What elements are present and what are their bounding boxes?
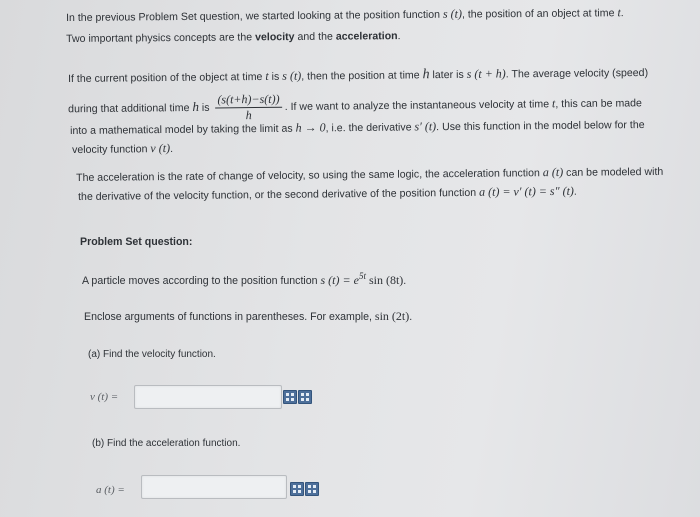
velocity-text: . Use this function in the model below for the	[436, 118, 645, 134]
intro-text: In the previous Problem Set question, we started looking at the position function	[66, 8, 441, 24]
velocity-text: is	[201, 101, 210, 114]
velocity-answer-label: v (t) =	[90, 391, 119, 403]
math-position-function: s (t)	[442, 6, 463, 21]
problem-text: .	[403, 275, 407, 287]
math-t: t	[265, 68, 269, 83]
velocity-text: . The average velocity (speed)	[505, 66, 649, 81]
position-function-line	[82, 270, 406, 288]
math-h: h	[422, 67, 430, 83]
velocity-term: velocity	[255, 31, 295, 44]
velocity-text: . If we want to analyze the instantaneous velocity at time	[284, 98, 550, 114]
math-s-of-t-plus-h: s (t + h)	[466, 66, 506, 81]
enclose-instruction	[84, 310, 412, 324]
position-exponent: 5t	[358, 271, 366, 281]
part-a-label: (a) Find the velocity function.	[88, 349, 216, 360]
math-time-variable: t	[617, 5, 621, 20]
problem-text: Enclose arguments of functions in parentheses. For example,	[84, 311, 372, 323]
accel-text: The acceleration is the rate of change of velocity, so using the same logic, the acceleration function	[76, 167, 540, 184]
position-lhs: s (t) = e	[320, 273, 359, 287]
velocity-line-1	[68, 66, 648, 86]
velocity-line-4	[72, 142, 173, 157]
accel-line-1	[76, 165, 663, 185]
problem-heading: Problem Set question:	[80, 236, 193, 248]
velocity-text: .	[169, 142, 174, 155]
math-palette-icon[interactable]	[298, 390, 312, 404]
acceleration-answer-input[interactable]	[141, 475, 287, 499]
math-v-of-t: v (t)	[150, 140, 171, 156]
accel-text: the derivative of the velocity function, or the second derivative of the position function	[78, 186, 477, 203]
part-b-label: (b) Find the acceleration function.	[92, 438, 241, 449]
difference-quotient	[215, 93, 281, 123]
math-palette-icon[interactable]	[290, 482, 304, 496]
velocity-text: , this can be made	[555, 97, 642, 111]
math-example: sin (2t)	[374, 309, 410, 323]
math-limit: h → 0	[295, 120, 326, 135]
intro-line-2	[66, 30, 401, 46]
math-palette-icon[interactable]	[283, 390, 297, 404]
velocity-text: If the current position of the object at time	[68, 70, 263, 85]
math-position-equation	[320, 271, 407, 287]
intro-text: , the position of an object at time	[461, 7, 615, 21]
math-t: t	[551, 96, 556, 111]
velocity-text: , i.e. the derivative	[325, 121, 412, 135]
velocity-text: during that additional time	[68, 102, 190, 116]
intro-text: .	[397, 30, 401, 43]
position-rhs: sin (8t)	[368, 273, 404, 287]
math-h: h	[192, 98, 199, 114]
fraction-denominator: h	[245, 108, 252, 123]
acceleration-term: acceleration	[335, 30, 398, 43]
acceleration-answer-label: a (t) =	[96, 484, 125, 496]
velocity-text: , then the position at time	[301, 69, 420, 83]
velocity-answer-input[interactable]	[134, 385, 282, 409]
accel-text: .	[573, 185, 577, 198]
math-derivative-s: s′ (t)	[414, 119, 437, 134]
math-palette-icon[interactable]	[305, 482, 319, 496]
accel-line-2	[78, 185, 577, 204]
velocity-text: later is	[432, 68, 464, 82]
velocity-text: is	[271, 70, 280, 83]
math-a-of-t: a (t)	[542, 164, 564, 180]
intro-line-1	[66, 6, 624, 25]
math-s-of-t: s (t)	[282, 68, 302, 83]
accel-text: can be modeled with	[566, 165, 664, 179]
fraction-numerator: (s(t+h)−s(t))	[215, 93, 281, 109]
intro-text: Two important physics concepts are the	[66, 31, 253, 45]
intro-text: .	[620, 7, 624, 20]
velocity-text: velocity function	[72, 143, 148, 156]
math-acceleration-equation: a (t) = v′ (t) = s″ (t)	[479, 183, 574, 199]
velocity-text: into a mathematical model by taking the limit as	[70, 122, 293, 137]
intro-text: and the	[297, 30, 333, 43]
problem-text: .	[409, 311, 413, 323]
problem-text: A particle moves according to the position function	[82, 275, 318, 287]
